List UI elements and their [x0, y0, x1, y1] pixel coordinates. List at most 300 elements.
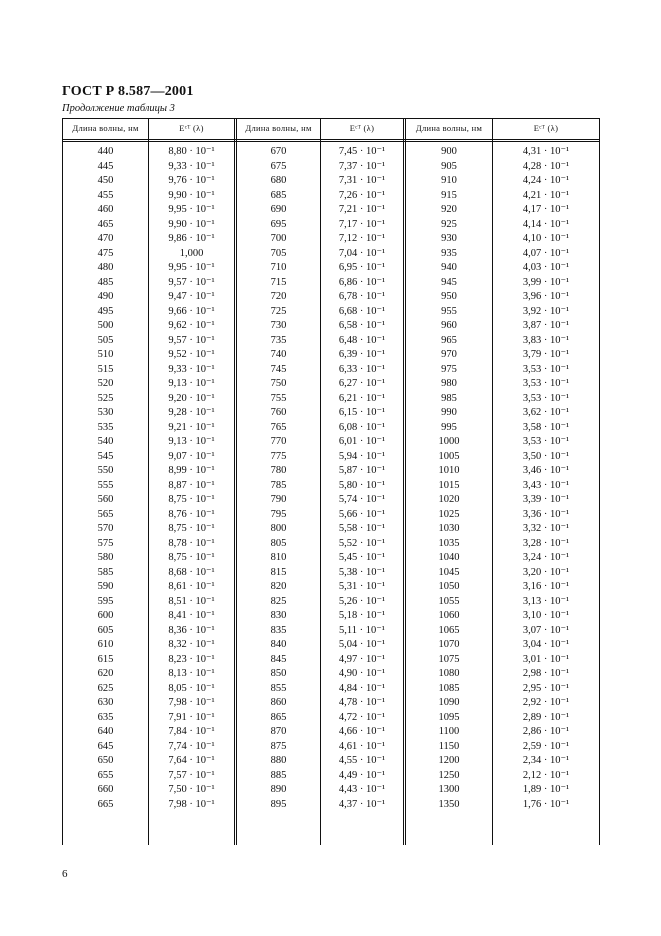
e-value-cell: 5,04 · 10⁻¹: [338, 639, 386, 650]
e-value-cell: 8,78 · 10⁻¹: [168, 537, 215, 549]
table-row: [63, 218, 599, 233]
table-row: [63, 464, 599, 479]
table-row: [63, 551, 599, 566]
wavelength-cell: 510: [97, 349, 114, 360]
table-row: [63, 363, 599, 378]
e-value-cell: 4,43 · 10⁻¹: [338, 784, 386, 795]
table-row: [63, 725, 599, 740]
wavelength-cell: 475: [97, 247, 114, 259]
e-value-cell: 3,28 · 10⁻¹: [522, 537, 570, 549]
e-value-cell: 7,74 · 10⁻¹: [168, 740, 215, 752]
e-value-cell: 5,66 · 10⁻¹: [338, 508, 386, 520]
wavelength-cell: 765: [270, 421, 287, 433]
wavelength-cell: 1050: [438, 581, 460, 592]
table-row: [63, 290, 599, 305]
e-value-cell: 5,94 · 10⁻¹: [338, 450, 386, 462]
wavelength-cell: 905: [441, 160, 457, 172]
wavelength-cell: 920: [441, 204, 457, 215]
wavelength-cell: 850: [270, 668, 287, 679]
e-value-cell: 3,53 · 10⁻¹: [522, 378, 570, 389]
wavelength-cell: 1080: [438, 668, 460, 679]
wavelength-cell: 750: [270, 378, 287, 389]
wavelength-cell: 1250: [438, 769, 460, 781]
wavelength-cell: 550: [97, 465, 114, 476]
wavelength-cell: 695: [270, 218, 287, 230]
table-row: [63, 696, 599, 711]
wavelength-cell: 1150: [438, 740, 460, 752]
wavelength-cell: 825: [270, 595, 287, 607]
e-value-cell: 4,07 · 10⁻¹: [522, 247, 570, 259]
e-value-cell: 8,99 · 10⁻¹: [168, 465, 215, 476]
e-value-cell: 8,80 · 10⁻¹: [168, 146, 215, 157]
e-value-cell: 3,20 · 10⁻¹: [522, 566, 570, 578]
e-value-cell: 5,18 · 10⁻¹: [338, 610, 386, 621]
e-value-cell: 3,53 · 10⁻¹: [522, 363, 570, 375]
table-row: [63, 754, 599, 769]
table-row: [63, 261, 599, 276]
wavelength-cell: 710: [270, 262, 287, 273]
wavelength-cell: 630: [97, 697, 114, 708]
wavelength-cell: 1020: [438, 494, 460, 505]
wavelength-cell: 730: [270, 320, 287, 331]
wavelength-cell: 440: [97, 146, 114, 157]
e-value-cell: 4,24 · 10⁻¹: [522, 175, 570, 186]
wavelength-cell: 1200: [438, 755, 460, 766]
e-value-cell: 2,95 · 10⁻¹: [522, 682, 570, 694]
page-number: 6: [62, 868, 68, 880]
table-row: [63, 769, 599, 784]
e-value-cell: 4,72 · 10⁻¹: [338, 711, 386, 723]
wavelength-cell: 830: [270, 610, 287, 621]
e-value-cell: 8,61 · 10⁻¹: [168, 581, 215, 592]
wavelength-cell: 1010: [438, 465, 460, 476]
table-row: [63, 624, 599, 639]
wavelength-cell: 595: [97, 595, 114, 607]
e-value-cell: 3,13 · 10⁻¹: [522, 595, 570, 607]
e-value-cell: 6,68 · 10⁻¹: [338, 305, 386, 317]
e-value-cell: 7,21 · 10⁻¹: [338, 204, 386, 215]
table-row: [63, 638, 599, 653]
header-e-value: Eᶜᵀ (λ): [349, 123, 375, 133]
e-value-cell: 9,28 · 10⁻¹: [168, 407, 215, 418]
e-value-cell: 3,99 · 10⁻¹: [522, 276, 570, 288]
wavelength-cell: 540: [97, 436, 114, 447]
wavelength-cell: 935: [441, 247, 457, 259]
e-value-cell: 9,62 · 10⁻¹: [168, 320, 215, 331]
wavelength-cell: 1100: [438, 726, 460, 737]
e-value-cell: 3,36 · 10⁻¹: [522, 508, 570, 520]
table-row: [63, 406, 599, 421]
table-row: [63, 798, 599, 813]
e-value-cell: 2,59 · 10⁻¹: [522, 740, 570, 752]
e-value-cell: 3,24 · 10⁻¹: [522, 552, 570, 563]
e-value-cell: 7,64 · 10⁻¹: [168, 755, 215, 766]
e-value-cell: 6,58 · 10⁻¹: [338, 320, 386, 331]
e-value-cell: 9,33 · 10⁻¹: [168, 363, 215, 375]
wavelength-cell: 1090: [438, 697, 460, 708]
e-value-cell: 7,98 · 10⁻¹: [168, 798, 215, 810]
wavelength-cell: 735: [270, 334, 287, 346]
wavelength-cell: 945: [441, 276, 457, 288]
e-value-cell: 2,86 · 10⁻¹: [522, 726, 570, 737]
e-value-cell: 7,50 · 10⁻¹: [168, 784, 215, 795]
e-value-cell: 2,34 · 10⁻¹: [522, 755, 570, 766]
wavelength-cell: 930: [441, 233, 457, 244]
e-value-cell: 4,28 · 10⁻¹: [522, 160, 570, 172]
wavelength-cell: 490: [97, 291, 114, 302]
wavelength-cell: 555: [97, 479, 114, 491]
e-value-cell: 1,000: [179, 247, 204, 259]
e-value-cell: 8,87 · 10⁻¹: [168, 479, 215, 491]
wavelength-cell: 865: [270, 711, 287, 723]
wavelength-cell: 745: [270, 363, 287, 375]
e-value-cell: 8,41 · 10⁻¹: [168, 610, 215, 621]
e-value-cell: 7,04 · 10⁻¹: [338, 247, 386, 259]
table-row: [63, 276, 599, 291]
wavelength-cell: 500: [97, 320, 114, 331]
wavelength-cell: 925: [441, 218, 457, 230]
wavelength-cell: 970: [441, 349, 457, 360]
table-row: [63, 508, 599, 523]
wavelength-cell: 675: [270, 160, 287, 172]
e-value-cell: 9,57 · 10⁻¹: [168, 334, 215, 346]
wavelength-cell: 520: [97, 378, 114, 389]
e-value-cell: 2,89 · 10⁻¹: [522, 711, 570, 723]
wavelength-cell: 975: [441, 363, 457, 375]
wavelength-cell: 645: [97, 740, 114, 752]
e-value-cell: 4,49 · 10⁻¹: [338, 769, 386, 781]
e-value-cell: 6,86 · 10⁻¹: [338, 276, 386, 288]
wavelength-cell: 545: [97, 450, 114, 462]
wavelength-cell: 795: [270, 508, 287, 520]
e-value-cell: 9,47 · 10⁻¹: [168, 291, 215, 302]
e-value-cell: 5,52 · 10⁻¹: [338, 537, 386, 549]
e-value-cell: 3,87 · 10⁻¹: [522, 320, 570, 331]
e-value-cell: 5,45 · 10⁻¹: [338, 552, 386, 563]
wavelength-cell: 1300: [438, 784, 460, 795]
header-wavelength: Длина волны, нм: [72, 123, 139, 133]
e-value-cell: 9,13 · 10⁻¹: [168, 436, 215, 447]
e-value-cell: 6,33 · 10⁻¹: [338, 363, 386, 375]
wavelength-cell: 700: [270, 233, 287, 244]
table-row: [63, 232, 599, 247]
wavelength-cell: 785: [270, 479, 287, 491]
wavelength-cell: 780: [270, 465, 287, 476]
table-row: [63, 377, 599, 392]
e-value-cell: 2,92 · 10⁻¹: [522, 697, 570, 708]
e-value-cell: 4,17 · 10⁻¹: [522, 204, 570, 215]
wavelength-cell: 660: [97, 784, 114, 795]
wavelength-cell: 1000: [438, 436, 460, 447]
wavelength-cell: 1055: [438, 595, 460, 607]
wavelength-cell: 1095: [438, 711, 460, 723]
e-value-cell: 6,27 · 10⁻¹: [338, 378, 386, 389]
e-value-cell: 3,96 · 10⁻¹: [522, 291, 570, 302]
e-value-cell: 7,17 · 10⁻¹: [338, 218, 386, 230]
wavelength-cell: 1350: [438, 798, 460, 810]
e-value-cell: 6,15 · 10⁻¹: [338, 407, 386, 418]
wavelength-cell: 530: [97, 407, 114, 418]
table-row: [63, 740, 599, 755]
table-row: [63, 305, 599, 320]
wavelength-cell: 900: [441, 146, 457, 157]
table-row: [63, 203, 599, 218]
wavelength-cell: 445: [97, 160, 114, 172]
e-value-cell: 8,13 · 10⁻¹: [168, 668, 215, 679]
e-value-cell: 5,58 · 10⁻¹: [338, 523, 386, 534]
wavelength-cell: 875: [270, 740, 287, 752]
wavelength-cell: 615: [97, 653, 114, 665]
wavelength-cell: 570: [97, 523, 114, 534]
wavelength-cell: 610: [97, 639, 114, 650]
table-row: [63, 174, 599, 189]
e-value-cell: 4,14 · 10⁻¹: [522, 218, 570, 230]
wavelength-cell: 485: [97, 276, 114, 288]
e-value-cell: 9,21 · 10⁻¹: [168, 421, 215, 433]
e-value-cell: 4,78 · 10⁻¹: [338, 697, 386, 708]
table-row: [63, 537, 599, 552]
wavelength-cell: 670: [270, 146, 287, 157]
e-value-cell: 8,36 · 10⁻¹: [168, 624, 215, 636]
table-row: [63, 189, 599, 204]
wavelength-cell: 650: [97, 755, 114, 766]
e-value-cell: 3,07 · 10⁻¹: [522, 624, 570, 636]
wavelength-cell: 1030: [438, 523, 460, 534]
e-value-cell: 4,66 · 10⁻¹: [338, 726, 386, 737]
table-body: [63, 145, 599, 812]
wavelength-cell: 955: [441, 305, 457, 317]
wavelength-cell: 815: [270, 566, 287, 578]
table-row: [63, 348, 599, 363]
e-value-cell: 9,20 · 10⁻¹: [168, 392, 215, 404]
data-table: [62, 118, 600, 845]
wavelength-cell: 1045: [438, 566, 460, 578]
e-value-cell: 9,86 · 10⁻¹: [168, 233, 215, 244]
e-value-cell: 4,21 · 10⁻¹: [522, 189, 570, 201]
wavelength-cell: 985: [441, 392, 457, 404]
e-value-cell: 9,66 · 10⁻¹: [168, 305, 215, 317]
wavelength-cell: 480: [97, 262, 114, 273]
wavelength-cell: 1005: [438, 450, 460, 462]
wavelength-cell: 880: [270, 755, 287, 766]
wavelength-cell: 655: [97, 769, 114, 781]
wavelength-cell: 980: [441, 378, 457, 389]
wavelength-cell: 515: [97, 363, 114, 375]
e-value-cell: 8,32 · 10⁻¹: [168, 639, 215, 650]
e-value-cell: 5,31 · 10⁻¹: [338, 581, 386, 592]
e-value-cell: 2,98 · 10⁻¹: [522, 668, 570, 679]
wavelength-cell: 535: [97, 421, 114, 433]
wavelength-cell: 665: [97, 798, 114, 810]
table-caption: Продолжение таблицы 3: [62, 103, 175, 114]
wavelength-cell: 770: [270, 436, 287, 447]
e-value-cell: 4,61 · 10⁻¹: [338, 740, 386, 752]
e-value-cell: 9,07 · 10⁻¹: [168, 450, 215, 462]
e-value-cell: 9,90 · 10⁻¹: [168, 218, 215, 230]
e-value-cell: 8,51 · 10⁻¹: [168, 595, 215, 607]
e-value-cell: 6,39 · 10⁻¹: [338, 349, 386, 360]
table-row: [63, 653, 599, 668]
wavelength-cell: 460: [97, 204, 114, 215]
document-title: ГОСТ Р 8.587—2001: [62, 84, 194, 99]
wavelength-cell: 600: [97, 610, 114, 621]
e-value-cell: 9,95 · 10⁻¹: [168, 262, 215, 273]
e-value-cell: 6,08 · 10⁻¹: [338, 421, 386, 433]
wavelength-cell: 680: [270, 175, 287, 186]
e-value-cell: 8,75 · 10⁻¹: [168, 523, 215, 534]
e-value-cell: 3,79 · 10⁻¹: [522, 349, 570, 360]
wavelength-cell: 915: [441, 189, 457, 201]
table-row: [63, 247, 599, 262]
e-value-cell: 3,16 · 10⁻¹: [522, 581, 570, 592]
wavelength-cell: 640: [97, 726, 114, 737]
wavelength-cell: 455: [97, 189, 114, 201]
e-value-cell: 3,83 · 10⁻¹: [522, 334, 570, 346]
e-value-cell: 9,52 · 10⁻¹: [168, 349, 215, 360]
wavelength-cell: 810: [270, 552, 287, 563]
wavelength-cell: 805: [270, 537, 287, 549]
wavelength-cell: 995: [441, 421, 457, 433]
wavelength-cell: 1065: [438, 624, 460, 636]
e-value-cell: 5,74 · 10⁻¹: [338, 494, 386, 505]
e-value-cell: 5,80 · 10⁻¹: [338, 479, 386, 491]
e-value-cell: 9,95 · 10⁻¹: [168, 204, 215, 215]
e-value-cell: 9,90 · 10⁻¹: [168, 189, 215, 201]
e-value-cell: 7,31 · 10⁻¹: [338, 175, 386, 186]
wavelength-cell: 800: [270, 523, 287, 534]
wavelength-cell: 1035: [438, 537, 460, 549]
e-value-cell: 8,23 · 10⁻¹: [168, 653, 215, 665]
wavelength-cell: 790: [270, 494, 287, 505]
e-value-cell: 4,03 · 10⁻¹: [522, 262, 570, 273]
wavelength-cell: 620: [97, 668, 114, 679]
table-row: [63, 435, 599, 450]
wavelength-cell: 590: [97, 581, 114, 592]
e-value-cell: 4,90 · 10⁻¹: [338, 668, 386, 679]
table-row: [63, 566, 599, 581]
table-row: [63, 580, 599, 595]
wavelength-cell: 1040: [438, 552, 460, 563]
wavelength-cell: 740: [270, 349, 287, 360]
table-row: [63, 493, 599, 508]
wavelength-cell: 890: [270, 784, 287, 795]
e-value-cell: 3,58 · 10⁻¹: [522, 421, 570, 433]
wavelength-cell: 885: [270, 769, 287, 781]
e-value-cell: 9,33 · 10⁻¹: [168, 160, 215, 172]
e-value-cell: 2,12 · 10⁻¹: [522, 769, 570, 781]
e-value-cell: 3,32 · 10⁻¹: [522, 523, 570, 534]
e-value-cell: 9,57 · 10⁻¹: [168, 276, 215, 288]
wavelength-cell: 755: [270, 392, 287, 404]
e-value-cell: 7,98 · 10⁻¹: [168, 697, 215, 708]
wavelength-cell: 625: [97, 682, 114, 694]
e-value-cell: 3,92 · 10⁻¹: [522, 305, 570, 317]
e-value-cell: 9,13 · 10⁻¹: [168, 378, 215, 389]
e-value-cell: 3,43 · 10⁻¹: [522, 479, 570, 491]
e-value-cell: 4,84 · 10⁻¹: [338, 682, 386, 694]
wavelength-cell: 1015: [438, 479, 460, 491]
e-value-cell: 9,76 · 10⁻¹: [168, 175, 215, 186]
e-value-cell: 3,10 · 10⁻¹: [522, 610, 570, 621]
e-value-cell: 7,26 · 10⁻¹: [338, 189, 386, 201]
wavelength-cell: 840: [270, 639, 287, 650]
e-value-cell: 4,31 · 10⁻¹: [522, 146, 570, 157]
header-wavelength: Длина волны, нм: [415, 123, 483, 133]
e-value-cell: 3,53 · 10⁻¹: [522, 392, 570, 404]
wavelength-cell: 715: [270, 276, 287, 288]
wavelength-cell: 575: [97, 537, 114, 549]
wavelength-cell: 585: [97, 566, 114, 578]
header-e-value: Eᶜᵀ (λ): [179, 123, 204, 133]
wavelength-cell: 950: [441, 291, 457, 302]
wavelength-cell: 910: [441, 175, 457, 186]
table-row: [63, 711, 599, 726]
table-row: [63, 522, 599, 537]
wavelength-cell: 820: [270, 581, 287, 592]
wavelength-cell: 870: [270, 726, 287, 737]
wavelength-cell: 705: [270, 247, 287, 259]
e-value-cell: 3,04 · 10⁻¹: [522, 639, 570, 650]
e-value-cell: 6,78 · 10⁻¹: [338, 291, 386, 302]
wavelength-cell: 1075: [438, 653, 460, 665]
table-row: [63, 783, 599, 798]
e-value-cell: 8,68 · 10⁻¹: [168, 566, 215, 578]
e-value-cell: 5,26 · 10⁻¹: [338, 595, 386, 607]
table-row: [63, 595, 599, 610]
wavelength-cell: 845: [270, 653, 287, 665]
wavelength-cell: 855: [270, 682, 287, 694]
wavelength-cell: 605: [97, 624, 114, 636]
wavelength-cell: 960: [441, 320, 457, 331]
table-row: [63, 682, 599, 697]
wavelength-cell: 860: [270, 697, 287, 708]
wavelength-cell: 465: [97, 218, 114, 230]
e-value-cell: 8,76 · 10⁻¹: [168, 508, 215, 520]
wavelength-cell: 940: [441, 262, 457, 273]
e-value-cell: 6,21 · 10⁻¹: [338, 392, 386, 404]
e-value-cell: 3,50 · 10⁻¹: [522, 450, 570, 462]
wavelength-cell: 990: [441, 407, 457, 418]
wavelength-cell: 505: [97, 334, 114, 346]
table-row: [63, 145, 599, 160]
table-row: [63, 421, 599, 436]
e-value-cell: 3,53 · 10⁻¹: [522, 436, 570, 447]
e-value-cell: 5,38 · 10⁻¹: [338, 566, 386, 578]
e-value-cell: 7,45 · 10⁻¹: [338, 146, 386, 157]
e-value-cell: 3,62 · 10⁻¹: [522, 407, 570, 418]
wavelength-cell: 965: [441, 334, 457, 346]
e-value-cell: 3,46 · 10⁻¹: [522, 465, 570, 476]
e-value-cell: 5,11 · 10⁻¹: [339, 624, 385, 636]
e-value-cell: 7,12 · 10⁻¹: [338, 233, 386, 244]
wavelength-cell: 495: [97, 305, 114, 317]
e-value-cell: 4,55 · 10⁻¹: [338, 755, 386, 766]
wavelength-cell: 565: [97, 508, 114, 520]
wavelength-cell: 1060: [438, 610, 460, 621]
e-value-cell: 8,75 · 10⁻¹: [168, 494, 215, 505]
e-value-cell: 4,97 · 10⁻¹: [338, 653, 386, 665]
wavelength-cell: 760: [270, 407, 287, 418]
table-row: [63, 160, 599, 175]
wavelength-cell: 835: [270, 624, 287, 636]
header-wavelength: Длина волны, нм: [245, 123, 312, 133]
table-row: [63, 334, 599, 349]
wavelength-cell: 580: [97, 552, 114, 563]
wavelength-cell: 470: [97, 233, 114, 244]
table-row: [63, 319, 599, 334]
table-row: [63, 450, 599, 465]
wavelength-cell: 525: [97, 392, 114, 404]
